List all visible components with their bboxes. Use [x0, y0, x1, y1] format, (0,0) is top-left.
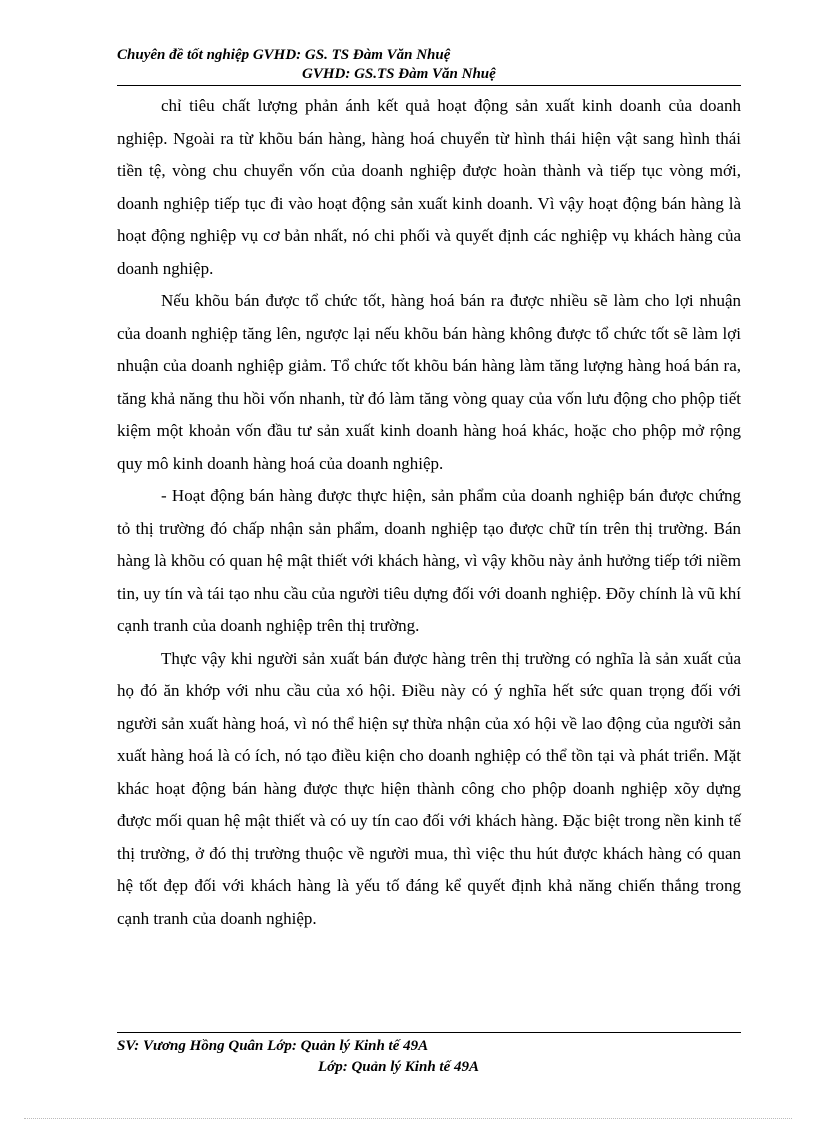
- document-body: [117, 90, 741, 935]
- paragraph-1: chỉ tiêu chất lượng phản ánh kết quả hoạt động sản xuất kinh doanh của doanh nghiệp. Ngoài ra từ khõu bán hàng, hàng hoá chuyển từ hình thái hiện vật sang hình thái tiền tệ, vòng chu chuyển vốn của doanh nghiệp được hoàn thành và tiếp tục vòng mới, doanh nghiệp tiếp tục đi vào hoạt động sản xuất kinh doanh. Vì vậy hoạt động bán hàng là hoạt động nghiệp vụ cơ bản nhất, nó chi phối và quyết định các nghiệp vụ khách hàng của doanh nghiệp.: [117, 96, 741, 278]
- paragraph-3: - Hoạt động bán hàng được thực hiện, sản phẩm của doanh nghiệp bán được chứng tỏ thị trường đó chấp nhận sản phẩm, doanh nghiệp tạo được chữ tín trên thị trường. Bán hàng là khõu có quan hệ mật thiết với khách hàng, vì vậy khõu này ảnh hưởng tiếp tới niềm tin, uy tín và tái tạo nhu cầu của người tiêu dựng đối với doanh nghiệp. Đõy chính là vũ khí cạnh tranh của doanh nghiệp trên thị trường.: [117, 486, 741, 635]
- header-divider: [117, 85, 741, 86]
- paragraph-4: Thực vậy khi người sản xuất bán được hàng trên thị trường có nghĩa là sản xuất của họ đó ăn khớp với nhu cầu của xó hội. Điều này có ý nghĩa hết sức quan trọng đối với người sản xuất hàng hoá, vì nó thể hiện sự thừa nhận của xó hội về lao động của người sản xuất hàng hoá là có ích, nó tạo điều kiện cho doanh nghiệp có thể tồn tại và phát triển. Mặt khác hoạt động bán hàng được thực hiện thành công cho phộp doanh nghiệp xõy dựng được mối quan hệ mật thiết và có uy tín cao đối với khách hàng. Đặc biệt trong nền kinh tế thị trường, ở đó thị trường thuộc về người mua, thì việc thu hút được khách hàng có quan hệ tốt đẹp đối với khách hàng là yếu tố đáng kể quyết định khả năng chiến thắng trong cạnh tranh của doanh nghiệp.: [117, 648, 741, 928]
- footer-line-1: SV: Vương Hồng Quân Lớp: Quản lý Kinh tế 49A: [117, 1038, 429, 1054]
- footer-divider: [117, 1032, 741, 1033]
- header-line-2: GVHD: GS.TS Đàm Văn Nhuệ: [302, 66, 496, 82]
- paragraph-2: Nếu khõu bán được tổ chức tốt, hàng hoá bán ra được nhiều sẽ làm cho lợi nhuận của doanh nghiệp tăng lên, ngược lại nếu khõu bán hàng không được tổ chức tốt sẽ làm lợi nhuận của doanh nghiệp giảm. Tổ chức tốt khõu bán hàng làm tăng lượng hàng hoá bán ra, tăng khả năng thu hồi vốn nhanh, từ đó làm tăng vòng quay của vốn lưu động cho phộp tiết kiệm một khoản vốn đầu tư sản xuất kinh doanh hàng hoá khác, hoặc cho phộp mở rộng quy mô kinh doanh hàng hoá của doanh nghiệp.: [117, 291, 741, 473]
- footer-line-2: Lớp: Quản lý Kinh tế 49A: [318, 1059, 479, 1075]
- header-line-1: Chuyên đề tốt nghiệp GVHD: GS. TS Đàm Văn Nhuệ: [117, 47, 451, 63]
- page-edge-dotted-line: [24, 1118, 792, 1119]
